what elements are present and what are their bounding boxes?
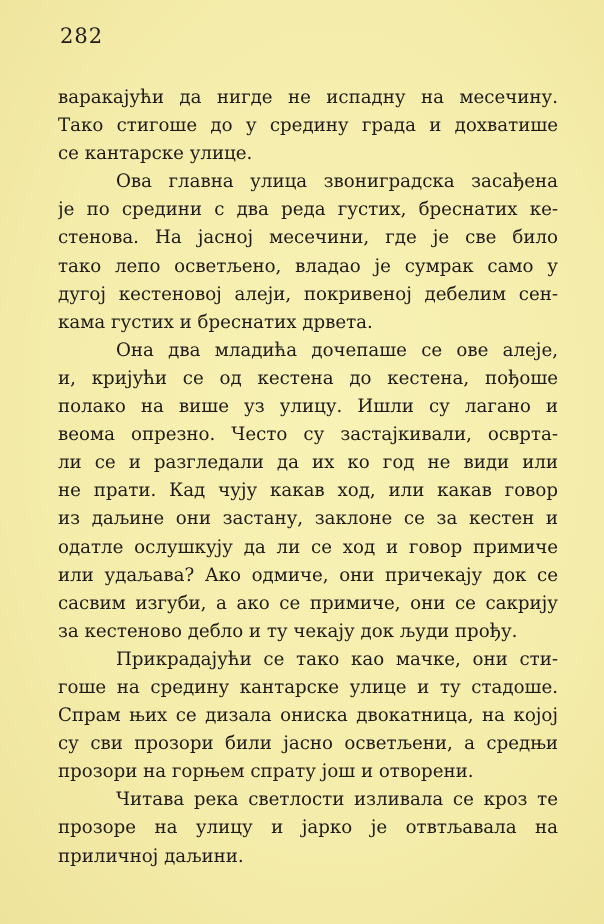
text-line: или удаљава? Ако одмиче, они причекају док се (58, 564, 558, 586)
page-number: 282 (60, 24, 104, 48)
text-line: не прати. Кад чују какав ход, или какав говор (58, 480, 558, 502)
text-line: су сви прозори били јасно осветљени, а средњи (58, 733, 558, 755)
text-line: Читава река светлости изливала се кроз те (116, 789, 558, 811)
text-line: се кантарске улице. (58, 143, 253, 165)
text-line: прозори на горњем спрату још и отворени. (58, 761, 474, 783)
text-line: прозоре на улицу и јарко је отвтљавала на (58, 817, 558, 839)
text-line: за кестеново дебло и ту чекају док људи прођу. (58, 620, 518, 642)
text-line: полако на више уз улицу. Ишли су лагано и (58, 396, 558, 418)
body-text (58, 84, 558, 871)
text-line: дугој кестеновој алеји, покривеној дебелим сен- (58, 283, 558, 305)
text-line: одатле ослушкују да ли се ход и говор примиче (58, 536, 558, 558)
text-line: је по средини с два реда густих, бреснатих ке- (58, 199, 558, 221)
text-line: варакајући да нигде не испадну на месечину. (58, 87, 558, 108)
text-line: Тако стигоше до у средину града и дохватише (58, 115, 558, 137)
text-line: из даљине они застану, заклоне се за кестен и (58, 508, 558, 530)
text-line: Прикрадајући се тако као мачке, они сти- (116, 648, 558, 670)
text-line: Она два младића дочепаше се ове алеје, (116, 339, 558, 361)
text-line: Спрам њих се дизала ониска двокатница, на којој (58, 705, 558, 727)
text-line: сасвим изгуби, а ако се примиче, они се сакрију (58, 592, 558, 614)
text-line: тако лепо осветљено, владао је сумрак само у (58, 255, 558, 277)
text-line: Ова главна улица звониградска засађена (116, 171, 558, 193)
text-line: стенова. На јасној месечини, где је све било (58, 227, 558, 249)
text-line: кама густих и бреснатих дрвета. (58, 311, 373, 333)
text-line: приличној даљини. (58, 845, 244, 867)
text-line: ли се и разгледали да их ко год не види или (58, 452, 558, 474)
text-line: и, кријући се од кестена до кестена, пођоше (58, 367, 558, 389)
text-line: веома опрезно. Често су застајкивали, осврта- (58, 424, 558, 446)
text-line: гоше на средину кантарске улице и ту стадоше. (58, 676, 558, 698)
